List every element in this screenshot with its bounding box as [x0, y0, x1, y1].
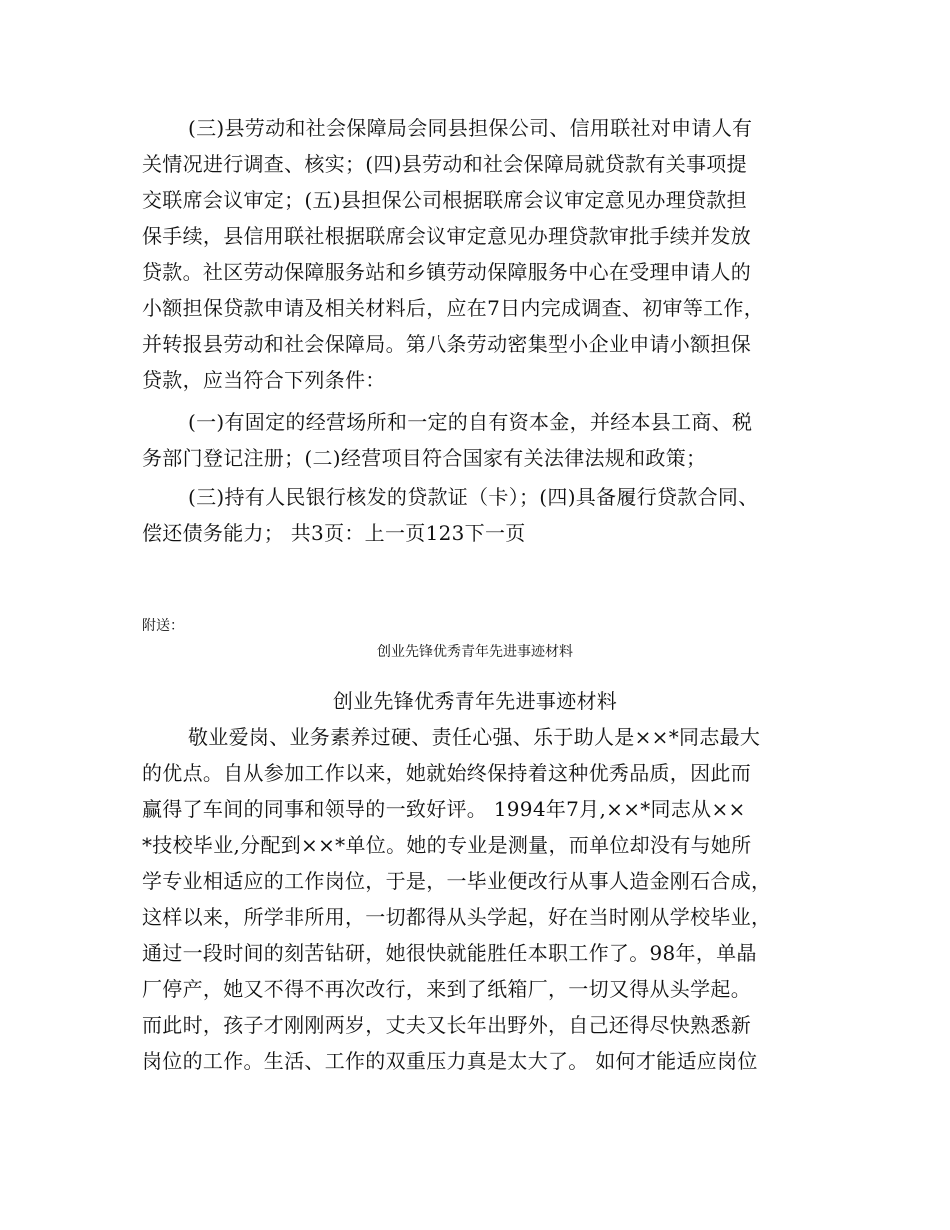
- article-line: *技校毕业,分配到××*单位。她的专业是测量，而单位却没有与她所: [142, 833, 752, 857]
- article-line: 通过一段时间的刻苦钻研，她很快就能胜任本职工作了。98年，单晶: [142, 941, 757, 965]
- article-line: 这样以来，所学非所用，一切都得从头学起，好在当时刚从学校毕业，: [142, 905, 772, 929]
- paragraph-line: 贷款。社区劳动保障服务站和乡镇劳动保障服务中心在受理申请人的: [142, 260, 751, 284]
- paragraph-line: 交联席会议审定；(五)县担保公司根据联席会议审定意见办理贷款担: [142, 188, 747, 212]
- article-line: 厂停产，她又不得不再次改行，来到了纸箱厂，一切又得从头学起。: [142, 977, 751, 1001]
- paragraph-line: (三)县劳动和社会保障局会同县担保公司、信用联社对申请人有: [188, 116, 753, 140]
- paragraph-line: 贷款，应当符合下列条件：: [142, 368, 386, 392]
- article-line: 的优点。自从参加工作以来，她就始终保持着这种优秀品质，因此而: [142, 761, 751, 785]
- paragraph-line: 并转报县劳动和社会保障局。第八条劳动密集型小企业申请小额担保: [142, 332, 751, 356]
- article-title: 创业先锋优秀青年先进事迹材料: [332, 689, 618, 713]
- paragraph-line: (一)有固定的经营场所和一定的自有资本金，并经本县工商、税: [188, 410, 753, 434]
- article-line: 赢得了车间的同事和领导的一致好评。 1994年7月,××*同志从××: [142, 797, 746, 821]
- appendix-label: 附送：: [142, 618, 184, 634]
- appendix-subtitle: 创业先锋优秀青年先进事迹材料: [377, 644, 573, 660]
- paragraph-line: 务部门登记注册；(二)经营项目符合国家有关法律法规和政策；: [142, 446, 707, 470]
- article-line: 学专业相适应的工作岗位，于是，一毕业便改行从事人造金刚石合成，: [142, 869, 772, 893]
- paragraph-line: (三)持有人民银行核发的贷款证（卡）；(四)具备履行贷款合同、: [188, 485, 759, 509]
- paragraph-line: 关情况进行调查、核实；(四)县劳动和社会保障局就贷款有关事项提: [142, 152, 747, 176]
- article-line: 敬业爱岗、业务素养过硬、责任心强、乐于助人是××*同志最大: [188, 725, 761, 749]
- paragraph-line: 小额担保贷款申请及相关材料后，应在7日内完成调查、初审等工作，: [142, 296, 765, 320]
- article-line: 而此时，孩子才刚刚两岁，丈夫又长年出野外，自己还得尽快熟悉新: [142, 1013, 751, 1037]
- paragraph-line: 保手续，县信用联社根据联席会议审定意见办理贷款审批手续并发放: [142, 224, 751, 248]
- paragraph-line-pagination: 偿还债务能力； 共3页：上一页123下一页: [142, 521, 526, 545]
- article-line: 岗位的工作。生活、工作的双重压力真是太大了。 如何才能适应岗位: [142, 1049, 758, 1073]
